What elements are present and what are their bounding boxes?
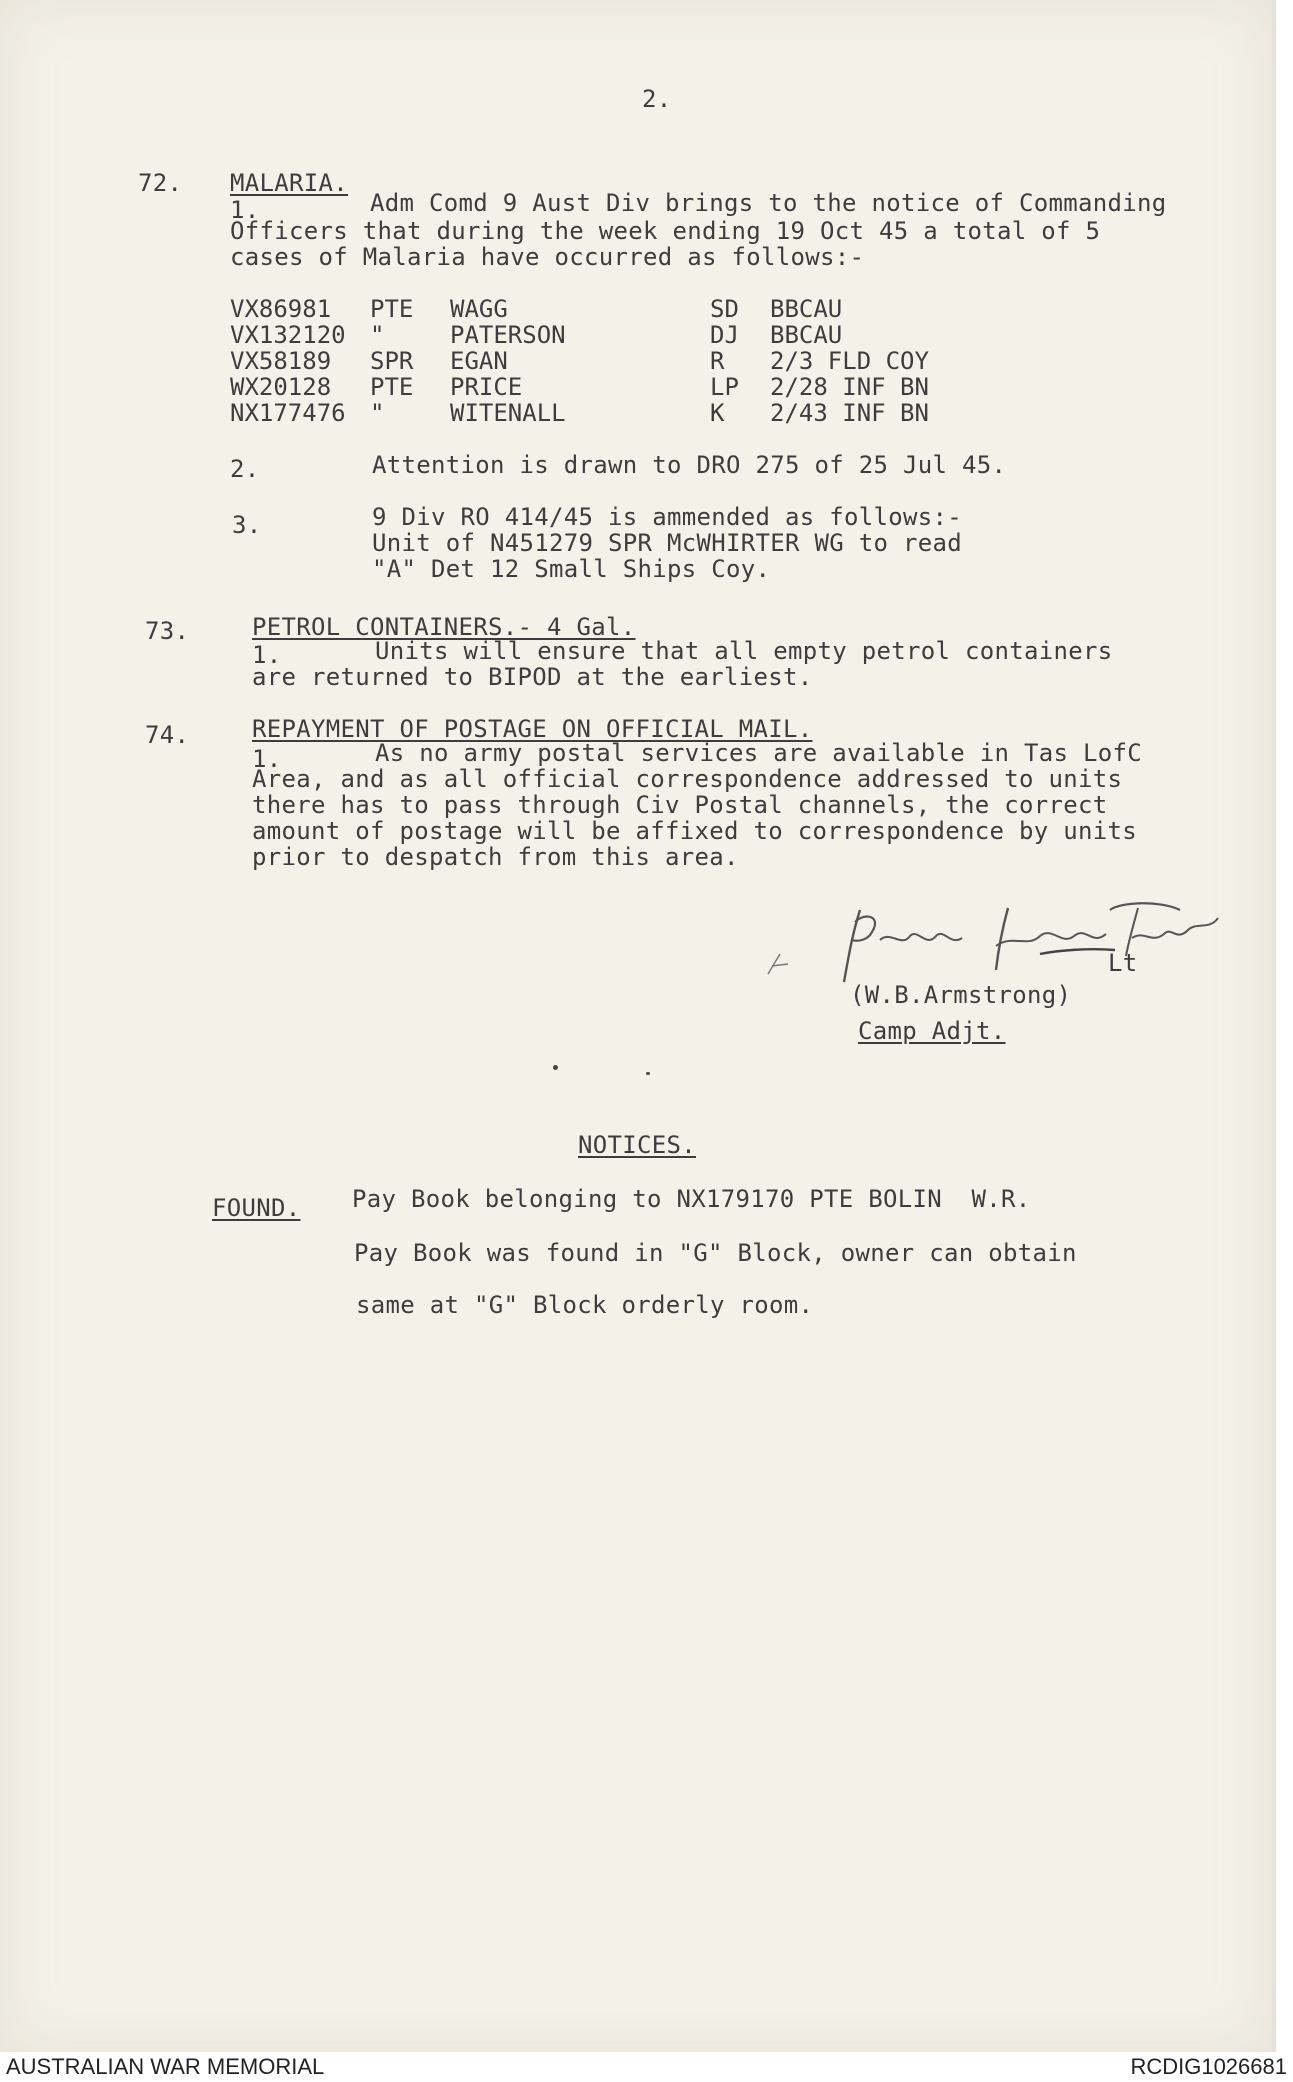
section-74-para-1-line-1: As no army postal services are available in Tas LofC bbox=[375, 739, 1142, 767]
found-label: FOUND. bbox=[212, 1194, 301, 1222]
case-unit: BBCAU bbox=[770, 321, 843, 349]
notices-heading: NOTICES. bbox=[578, 1131, 696, 1159]
case-rank: " bbox=[370, 399, 385, 427]
case-rank: SPR bbox=[370, 347, 414, 375]
section-73-title: PETROL CONTAINERS.- 4 Gal. bbox=[252, 613, 636, 641]
signature-name: (W.B.Armstrong) bbox=[850, 981, 1072, 1009]
table-row bbox=[230, 374, 970, 400]
section-72-para-1-line-1: Adm Comd 9 Aust Div brings to the notice of Commanding bbox=[370, 189, 1167, 217]
case-surname: PATERSON bbox=[450, 321, 566, 349]
case-surname: WITENALL bbox=[450, 399, 566, 427]
case-number: VX132120 bbox=[230, 321, 346, 349]
case-surname: WAGG bbox=[450, 295, 508, 323]
footer-institution: AUSTRALIAN WAR MEMORIAL bbox=[6, 2054, 325, 2079]
archive-footer bbox=[0, 2052, 1293, 2082]
case-unit: BBCAU bbox=[770, 295, 843, 323]
section-72-title: MALARIA. bbox=[230, 169, 348, 197]
case-number: VX86981 bbox=[230, 295, 332, 323]
case-rank: " bbox=[370, 321, 385, 349]
section-73-number: 73. bbox=[145, 617, 190, 645]
section-72-para-3-line-1: 9 Div RO 414/45 is ammended as follows:- bbox=[372, 503, 962, 531]
section-72-para-2-number: 2. bbox=[230, 455, 260, 483]
case-rank: PTE bbox=[370, 373, 414, 401]
section-73-para-1-number: 1. bbox=[252, 641, 282, 669]
section-72-para-1-line-3: cases of Malaria have occurred as follows:- bbox=[230, 243, 865, 271]
ink-speck bbox=[646, 1072, 650, 1075]
section-74-para-1-line-3: there has to pass through Civ Postal channels, the correct bbox=[252, 791, 1108, 819]
malaria-cases-table bbox=[230, 296, 970, 426]
section-74-title: REPAYMENT OF POSTAGE ON OFFICIAL MAIL. bbox=[252, 715, 813, 743]
case-initials: SD bbox=[710, 295, 739, 323]
case-unit: 2/43 INF BN bbox=[770, 399, 929, 427]
footer-reference: RCDIG1026681 bbox=[1130, 2054, 1287, 2079]
section-73-para-1-line-1: Units will ensure that all empty petrol containers bbox=[375, 637, 1113, 665]
signature-rank: Lt bbox=[1108, 949, 1138, 977]
section-72-para-1-line-2: Officers that during the week ending 19 Oct 45 a total of 5 bbox=[230, 217, 1101, 245]
ink-speck bbox=[553, 1065, 558, 1070]
case-initials: R bbox=[710, 347, 725, 375]
section-74-para-1-line-4: amount of postage will be affixed to correspondence by units bbox=[252, 817, 1137, 845]
section-74-para-1-line-5: prior to despatch from this area. bbox=[252, 843, 739, 871]
case-unit: 2/28 INF BN bbox=[770, 373, 929, 401]
case-surname: PRICE bbox=[450, 373, 523, 401]
section-73-para-1-line-2: are returned to BIPOD at the earliest. bbox=[252, 663, 813, 691]
section-74-para-1-number: 1. bbox=[252, 745, 282, 773]
section-74-number: 74. bbox=[145, 721, 190, 749]
table-row bbox=[230, 296, 970, 322]
case-number: NX177476 bbox=[230, 399, 346, 427]
case-number: WX20128 bbox=[230, 373, 332, 401]
case-surname: EGAN bbox=[450, 347, 508, 375]
notice-line-1: Pay Book belonging to NX179170 PTE BOLIN W.R. bbox=[352, 1185, 1031, 1213]
page-number: 2. bbox=[642, 85, 672, 113]
case-rank: PTE bbox=[370, 295, 414, 323]
page-edge bbox=[1272, 0, 1276, 2052]
section-72-para-3-line-3: "A" Det 12 Small Ships Coy. bbox=[372, 555, 771, 583]
case-initials: DJ bbox=[710, 321, 739, 349]
notice-line-2: Pay Book was found in "G" Block, owner can obtain bbox=[354, 1239, 1077, 1267]
case-initials: K bbox=[710, 399, 725, 427]
table-row bbox=[230, 322, 970, 348]
case-unit: 2/3 FLD COY bbox=[770, 347, 929, 375]
case-initials: LP bbox=[710, 373, 739, 401]
section-72-para-3-number: 3. bbox=[232, 511, 262, 539]
section-72-para-1-number: 1. bbox=[230, 196, 260, 224]
table-row bbox=[230, 348, 970, 374]
table-row bbox=[230, 400, 970, 426]
signature-title: Camp Adjt. bbox=[858, 1017, 1006, 1045]
notice-line-3: same at "G" Block orderly room. bbox=[356, 1291, 814, 1319]
section-72-para-3-line-2: Unit of N451279 SPR McWHIRTER WG to read bbox=[372, 529, 962, 557]
handwritten-signature bbox=[740, 890, 1240, 990]
section-74-para-1-line-2: Area, and as all official correspondence addressed to units bbox=[252, 765, 1123, 793]
section-72-para-2-text: Attention is drawn to DRO 275 of 25 Jul 45. bbox=[372, 451, 1007, 479]
case-number: VX58189 bbox=[230, 347, 332, 375]
section-72-number: 72. bbox=[138, 169, 183, 197]
